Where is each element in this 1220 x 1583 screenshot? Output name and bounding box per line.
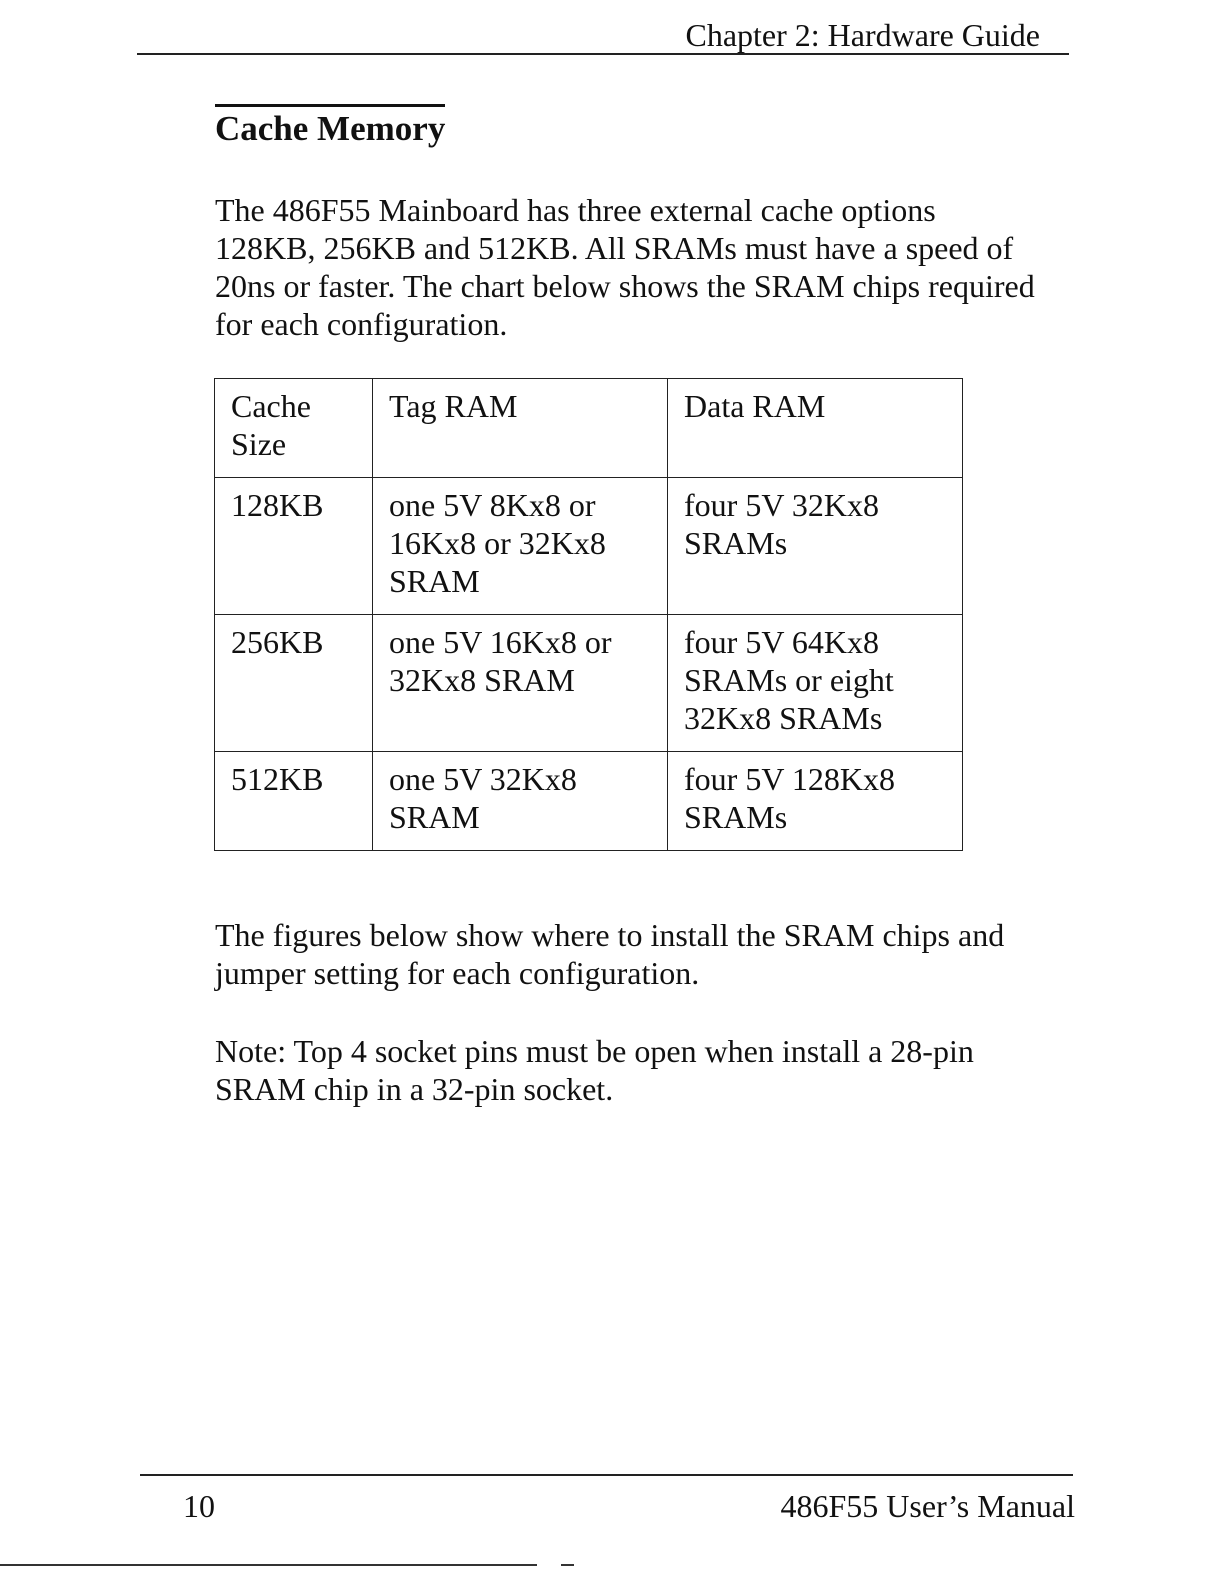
cell-data-ram: four 5V 32Kx8 SRAMs	[668, 478, 963, 615]
scan-edge-mark	[561, 1564, 574, 1566]
section-title: Cache Memory	[215, 104, 445, 151]
cache-config-table	[214, 378, 963, 851]
cell-tag-ram: one 5V 16Kx8 or 32Kx8 SRAM	[373, 615, 668, 752]
figures-paragraph: The figures below show where to install the SRAM chips and jumper setting for each configuration.	[215, 917, 1005, 991]
table-header-row	[215, 379, 963, 478]
header-cache-size: Cache Size	[215, 379, 373, 478]
cell-tag-ram: one 5V 8Kx8 or 16Kx8 or 32Kx8 SRAM	[373, 478, 668, 615]
manual-title: 486F55 User’s Manual	[780, 1488, 1075, 1524]
page-number: 10	[183, 1488, 215, 1524]
table-row	[215, 615, 963, 752]
scan-edge-line	[0, 1564, 537, 1566]
running-header: Chapter 2: Hardware Guide	[685, 17, 1040, 53]
cell-tag-ram: one 5V 32Kx8 SRAM	[373, 752, 668, 851]
table-row	[215, 478, 963, 615]
note-paragraph: Note: Top 4 socket pins must be open when install a 28-pin SRAM chip in a 32-pin socket.	[215, 1033, 974, 1107]
table-row	[215, 752, 963, 851]
header-rule	[137, 53, 1069, 55]
cell-cache-size: 256KB	[215, 615, 373, 752]
intro-paragraph: The 486F55 Mainboard has three external cache options 128KB, 256KB and 512KB. All SRAMs must have a speed of 20ns or faster. The chart below shows the SRAM chips required for each configuration.	[215, 192, 1035, 342]
header-tag-ram: Tag RAM	[373, 379, 668, 478]
cell-cache-size: 128KB	[215, 478, 373, 615]
header-data-ram: Data RAM	[668, 379, 963, 478]
cell-cache-size: 512KB	[215, 752, 373, 851]
footer-rule	[140, 1474, 1073, 1476]
cell-data-ram: four 5V 64Kx8 SRAMs or eight 32Kx8 SRAMs	[668, 615, 963, 752]
cell-data-ram: four 5V 128Kx8 SRAMs	[668, 752, 963, 851]
